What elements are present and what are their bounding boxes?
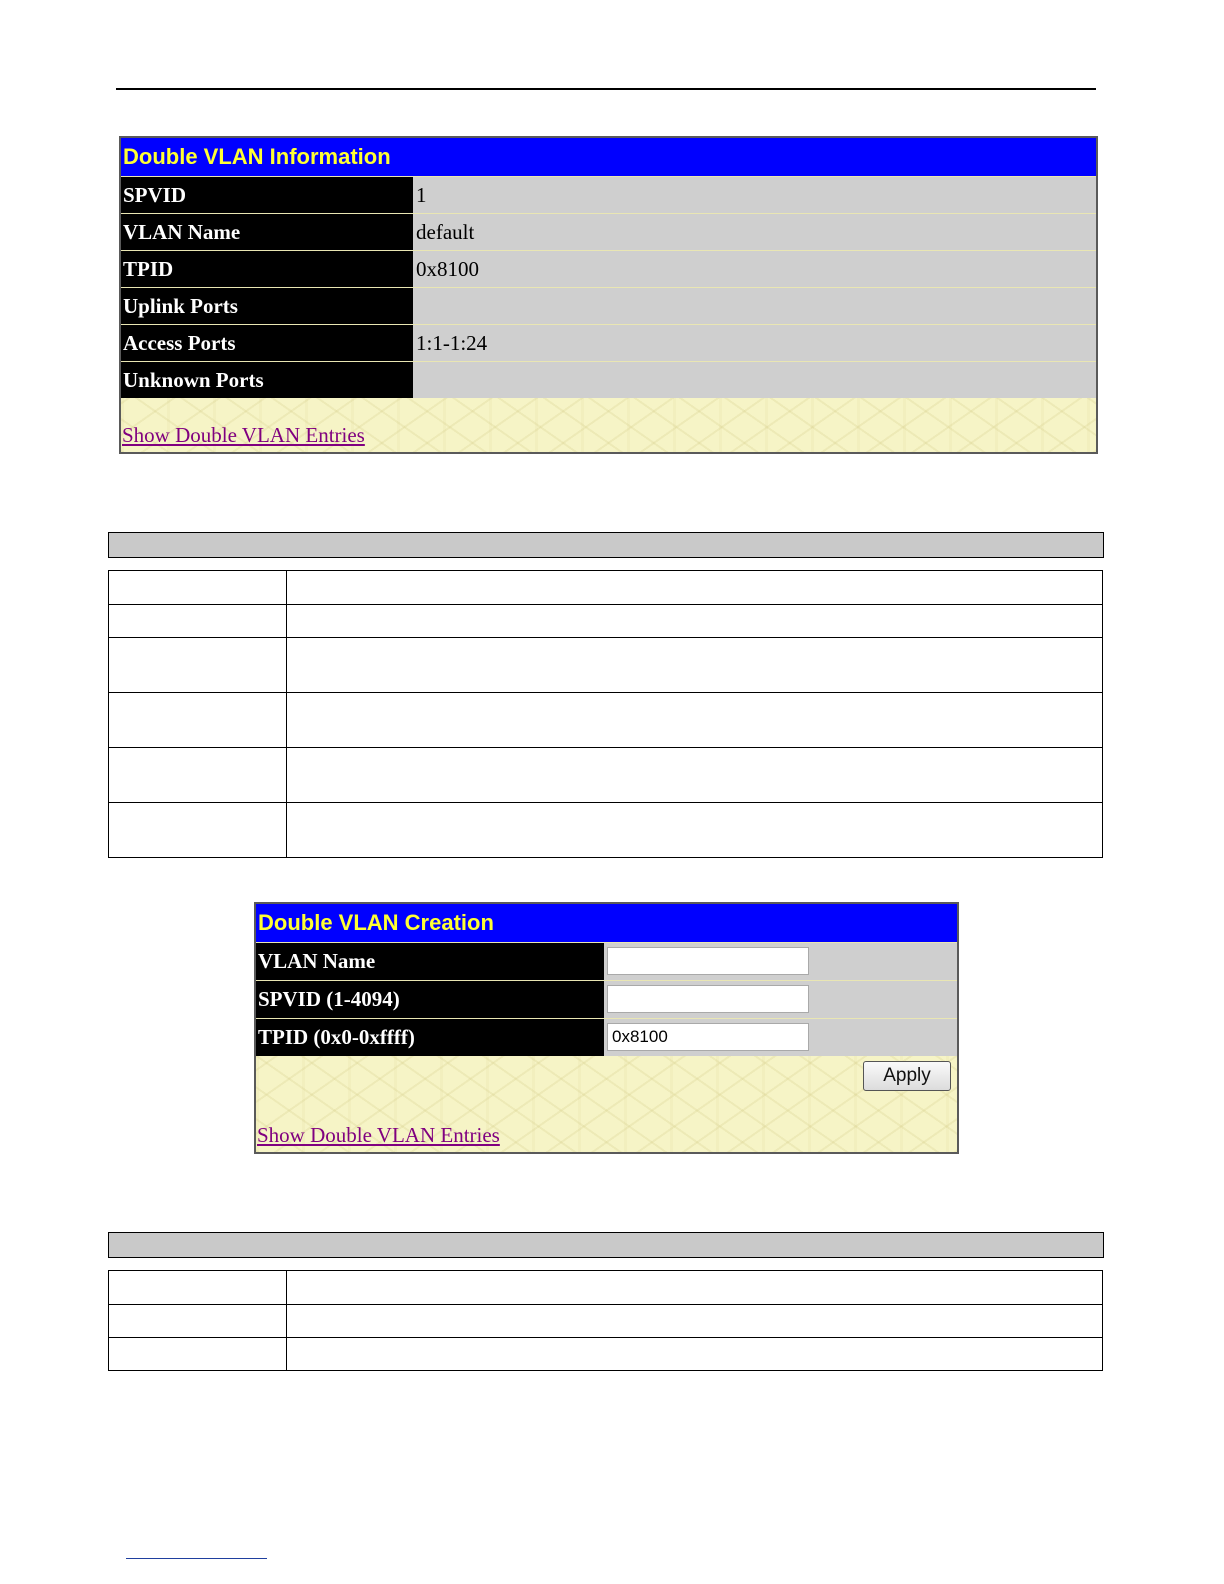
- row-value: 0x8100: [413, 251, 1096, 287]
- info-row-tpid: [121, 250, 1096, 287]
- field-label: SPVID (1-4094): [256, 981, 604, 1018]
- table-row: [109, 1338, 1103, 1371]
- field-label: VLAN Name: [256, 943, 604, 980]
- row-label: SPVID: [121, 177, 413, 213]
- create-row-spvid: [256, 980, 957, 1018]
- row-value: [413, 288, 1096, 324]
- description-table-header: [108, 532, 1104, 558]
- row-label: TPID: [121, 251, 413, 287]
- row-value: [413, 362, 1096, 398]
- apply-button[interactable]: Apply: [863, 1061, 951, 1091]
- table-row: [109, 748, 1103, 803]
- show-double-vlan-entries-link[interactable]: Show Double VLAN Entries: [122, 423, 365, 447]
- description-table: [108, 570, 1103, 858]
- footer-rule: [126, 1558, 267, 1559]
- table-row: [109, 1271, 1103, 1305]
- field-label: TPID (0x0-0xffff): [256, 1019, 604, 1056]
- tpid-input[interactable]: [607, 1023, 809, 1051]
- row-value: default: [413, 214, 1096, 250]
- info-row-access-ports: [121, 324, 1096, 361]
- info-row-spvid: [121, 176, 1096, 213]
- vlan-name-input[interactable]: [607, 947, 809, 975]
- row-label: Uplink Ports: [121, 288, 413, 324]
- description-table: [108, 1270, 1103, 1371]
- create-row-tpid: [256, 1018, 957, 1056]
- show-double-vlan-entries-link[interactable]: Show Double VLAN Entries: [257, 1123, 500, 1147]
- header-rule: [116, 88, 1096, 90]
- row-value: 1:1-1:24: [413, 325, 1096, 361]
- row-label: Access Ports: [121, 325, 413, 361]
- spvid-input[interactable]: [607, 985, 809, 1013]
- info-row-uplink-ports: [121, 287, 1096, 324]
- panel-title: Double VLAN Information: [121, 138, 1096, 176]
- description-table-header: [108, 1232, 1104, 1258]
- table-row: [109, 1305, 1103, 1338]
- double-vlan-creation-panel: [254, 902, 959, 1154]
- table-row: [109, 803, 1103, 858]
- info-row-vlan-name: [121, 213, 1096, 250]
- table-row: [109, 693, 1103, 748]
- create-row-vlan-name: [256, 942, 957, 980]
- panel-title: Double VLAN Creation: [256, 904, 957, 942]
- row-label: Unknown Ports: [121, 362, 413, 398]
- table-row: [109, 638, 1103, 693]
- table-row: [109, 605, 1103, 638]
- row-value: 1: [413, 177, 1096, 213]
- info-row-unknown-ports: [121, 361, 1096, 398]
- double-vlan-information-panel: [119, 136, 1098, 454]
- table-row: [109, 571, 1103, 605]
- row-label: VLAN Name: [121, 214, 413, 250]
